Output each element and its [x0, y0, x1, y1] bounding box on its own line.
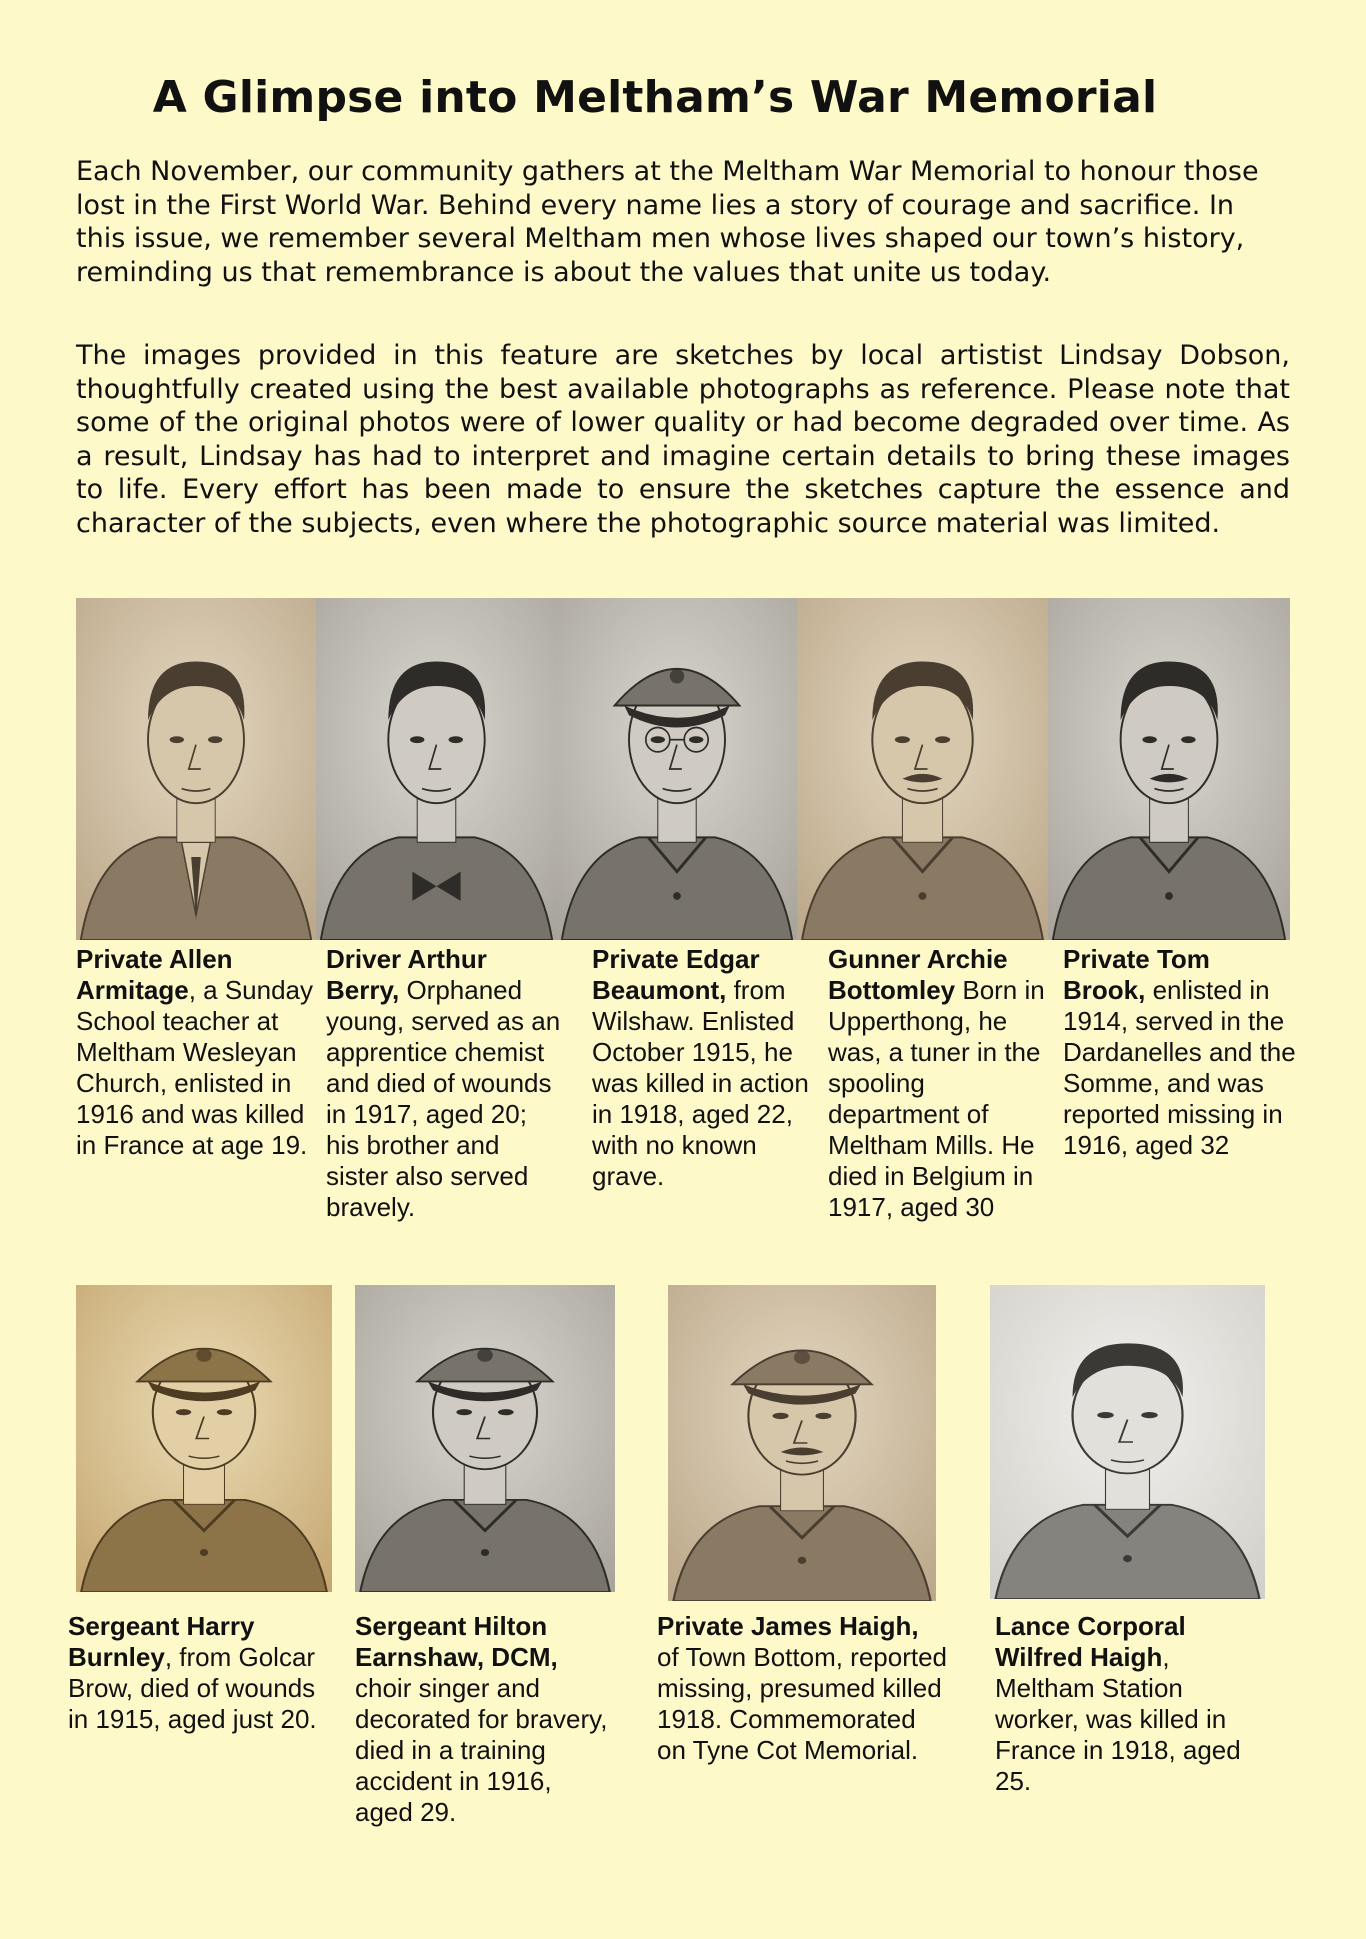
soldier-bio: from Wilshaw. Enlisted October 1915, he was killed in action in 1918, aged 22, with no known grave.	[592, 975, 809, 1191]
soldier-name: Private Edgar Beaumont,	[592, 944, 760, 1005]
caption-harry-burnley	[68, 1611, 320, 1735]
soldier-name: Sergeant Hilton Earnshaw, DCM,	[355, 1611, 558, 1672]
soldier-bio: , a Sunday School teacher at Meltham Wesleyan Church, enlisted in 1916 and was killed in France at age 19.	[76, 975, 314, 1160]
soldier-name: Driver Arthur Berry,	[326, 944, 487, 1005]
soldier-bio: Orphaned young, served as an apprentice chemist and died of wounds in 1917, aged 20; his brother and sister also served bravely.	[326, 975, 561, 1222]
portrait-wilfred-haigh	[990, 1285, 1265, 1599]
intro-paragraph-1: Each November, our community gathers at the Meltham War Memorial to honour those lost in the First World War. Behind every name lies a story of courage and sacrifice. In this issue, we remember several Meltham men whose lives shaped our town’s history, reminding us that remembrance is about the values that unite us today.	[76, 156, 1259, 288]
caption-hilton-earnshaw	[355, 1611, 615, 1828]
soldier-name: Gunner Archie Bottomley	[828, 944, 1008, 1005]
soldier-bio: Born in Upperthong, he was, a tuner in the spooling department of Meltham Mills. He died in Belgium in 1917, aged 30	[828, 975, 1045, 1222]
soldier-name: Sergeant Harry Burnley	[68, 1611, 255, 1672]
soldier-bio: of Town Bottom, reported missing, presumed killed 1918. Commemorated on Tyne Cot Memorial.	[657, 1642, 948, 1765]
caption-edgar-beaumont	[592, 944, 832, 1192]
portrait-arthur-berry	[316, 598, 557, 940]
caption-archie-bottomley	[828, 944, 1054, 1223]
caption-james-haigh	[657, 1611, 947, 1766]
portrait-archie-bottomley	[797, 598, 1048, 940]
caption-arthur-berry	[326, 944, 562, 1223]
caption-tom-brook	[1063, 944, 1299, 1161]
caption-wilfred-haigh	[995, 1611, 1265, 1797]
portrait-edgar-beaumont	[557, 598, 797, 940]
portrait-tom-brook	[1048, 598, 1290, 940]
portrait-james-haigh	[668, 1285, 936, 1601]
soldier-bio: , from Golcar Brow, died of wounds in 1915, aged just 20.	[68, 1642, 317, 1734]
soldier-name: Private Tom Brook,	[1063, 944, 1210, 1005]
caption-allen-armitage	[76, 944, 316, 1161]
soldier-bio: choir singer and decorated for bravery, died in a training accident in 1916, aged 29.	[355, 1673, 608, 1827]
soldier-bio: enlisted in 1914, served in the Dardanelles and the Somme, and was reported missing in 1916, aged 32	[1063, 975, 1296, 1160]
portrait-harry-burnley	[76, 1285, 332, 1592]
soldier-name: Lance Corporal Wilfred Haigh	[995, 1611, 1186, 1672]
portrait-allen-armitage	[76, 598, 316, 940]
portrait-hilton-earnshaw	[355, 1285, 615, 1592]
page-title: A Glimpse into Meltham’s War Memorial	[152, 72, 1158, 123]
soldier-name: Private Allen Armitage	[76, 944, 233, 1005]
soldier-bio: , Meltham Station worker, was killed in France in 1918, aged 25.	[995, 1642, 1241, 1796]
intro-paragraph-2: The images provided in this feature are sketches by local artistist Lindsay Dobson, thoughtfully created using the best available photographs as reference. Please note that some of the original photos were of lower quality or had become degraded over time. As a result, Lindsay has had to interpret and imagine certain details to bring these images to life. Every effort has been made to ensure the sketches capture the essence and character of the subjects, even where the photographic source material was limited.	[76, 340, 1290, 539]
soldier-name: Private James Haigh,	[657, 1611, 919, 1641]
